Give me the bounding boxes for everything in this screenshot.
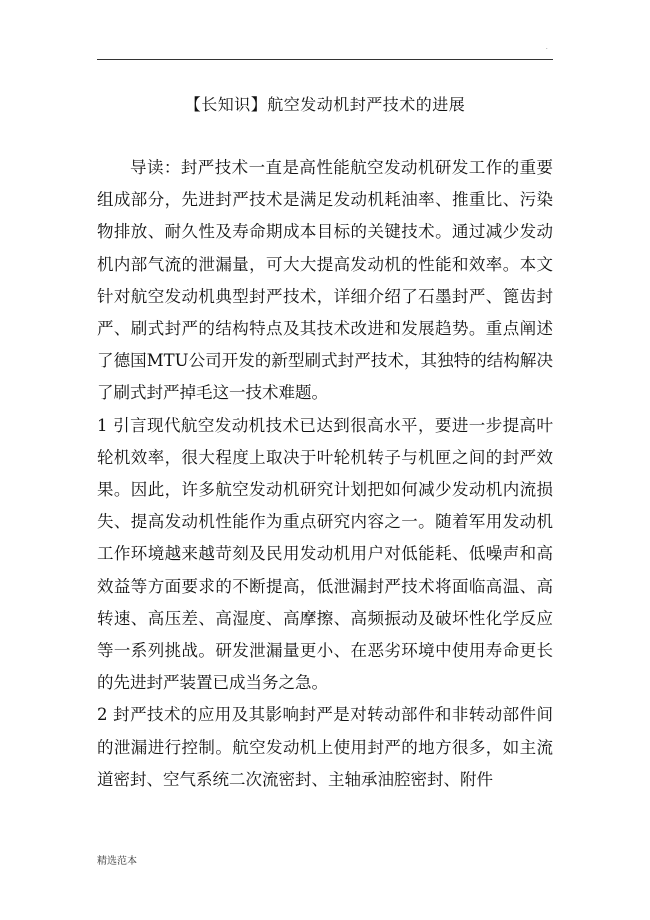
paragraph-section-1: 1 引言现代航空发动机技术已达到很高水平，要进一步提高叶轮机效率，很大程度上取决于叶轮机转子与机匣之间的封严效果。因此，许多航空发动机研究计划把如何减少发动机内流损失、提高发动机性能作为重点研究内容之一。随着军用发动机工作环境越来越苛刻及民用发动机用户对低能耗、低噪声和高效益等方面要求的不断提高，低泄漏封严技术将面临高温、高转速、高压差、高湿度、高摩擦、高频振动及破坏性化学反应等一系列挑战。研发泄漏量更小、在恶劣环境中使用寿命更长的先进封严装置已成当务之急。 (97, 415, 553, 693)
paragraph-section-2: 2 封严技术的应用及其影响封严是对转动部件和非转动部件间的泄漏进行控制。航空发动机上使用封严的地方很多，如主流道密封、空气系统二次流密封、主轴承油腔密封、附件 (97, 705, 553, 789)
document-body (97, 152, 553, 796)
paragraph-intro: 导读：封严技术一直是高性能航空发动机研发工作的重要组成部分，先进封严技术是满足发动机耗油率、推重比、污染物排放、耐久性及寿命期成本目标的关键技术。通过减少发动机内部气流的泄漏量，可大大提高发动机的性能和效率。本文针对航空发动机典型封严技术，详细介绍了石墨封严、篦齿封严、刷式封严的结构特点及其技术改进和发展趋势。重点阐述了德国MTU公司开发的新型刷式封严技术，其独特的结构解决了刷式封严掉毛这一技术难题。 (97, 158, 553, 403)
header-rule (97, 59, 553, 60)
document-title: 【长知识】航空发动机封严技术的进展 (184, 95, 466, 114)
footer-label: 精选范本 (97, 856, 137, 867)
header-mark: . (546, 45, 548, 51)
